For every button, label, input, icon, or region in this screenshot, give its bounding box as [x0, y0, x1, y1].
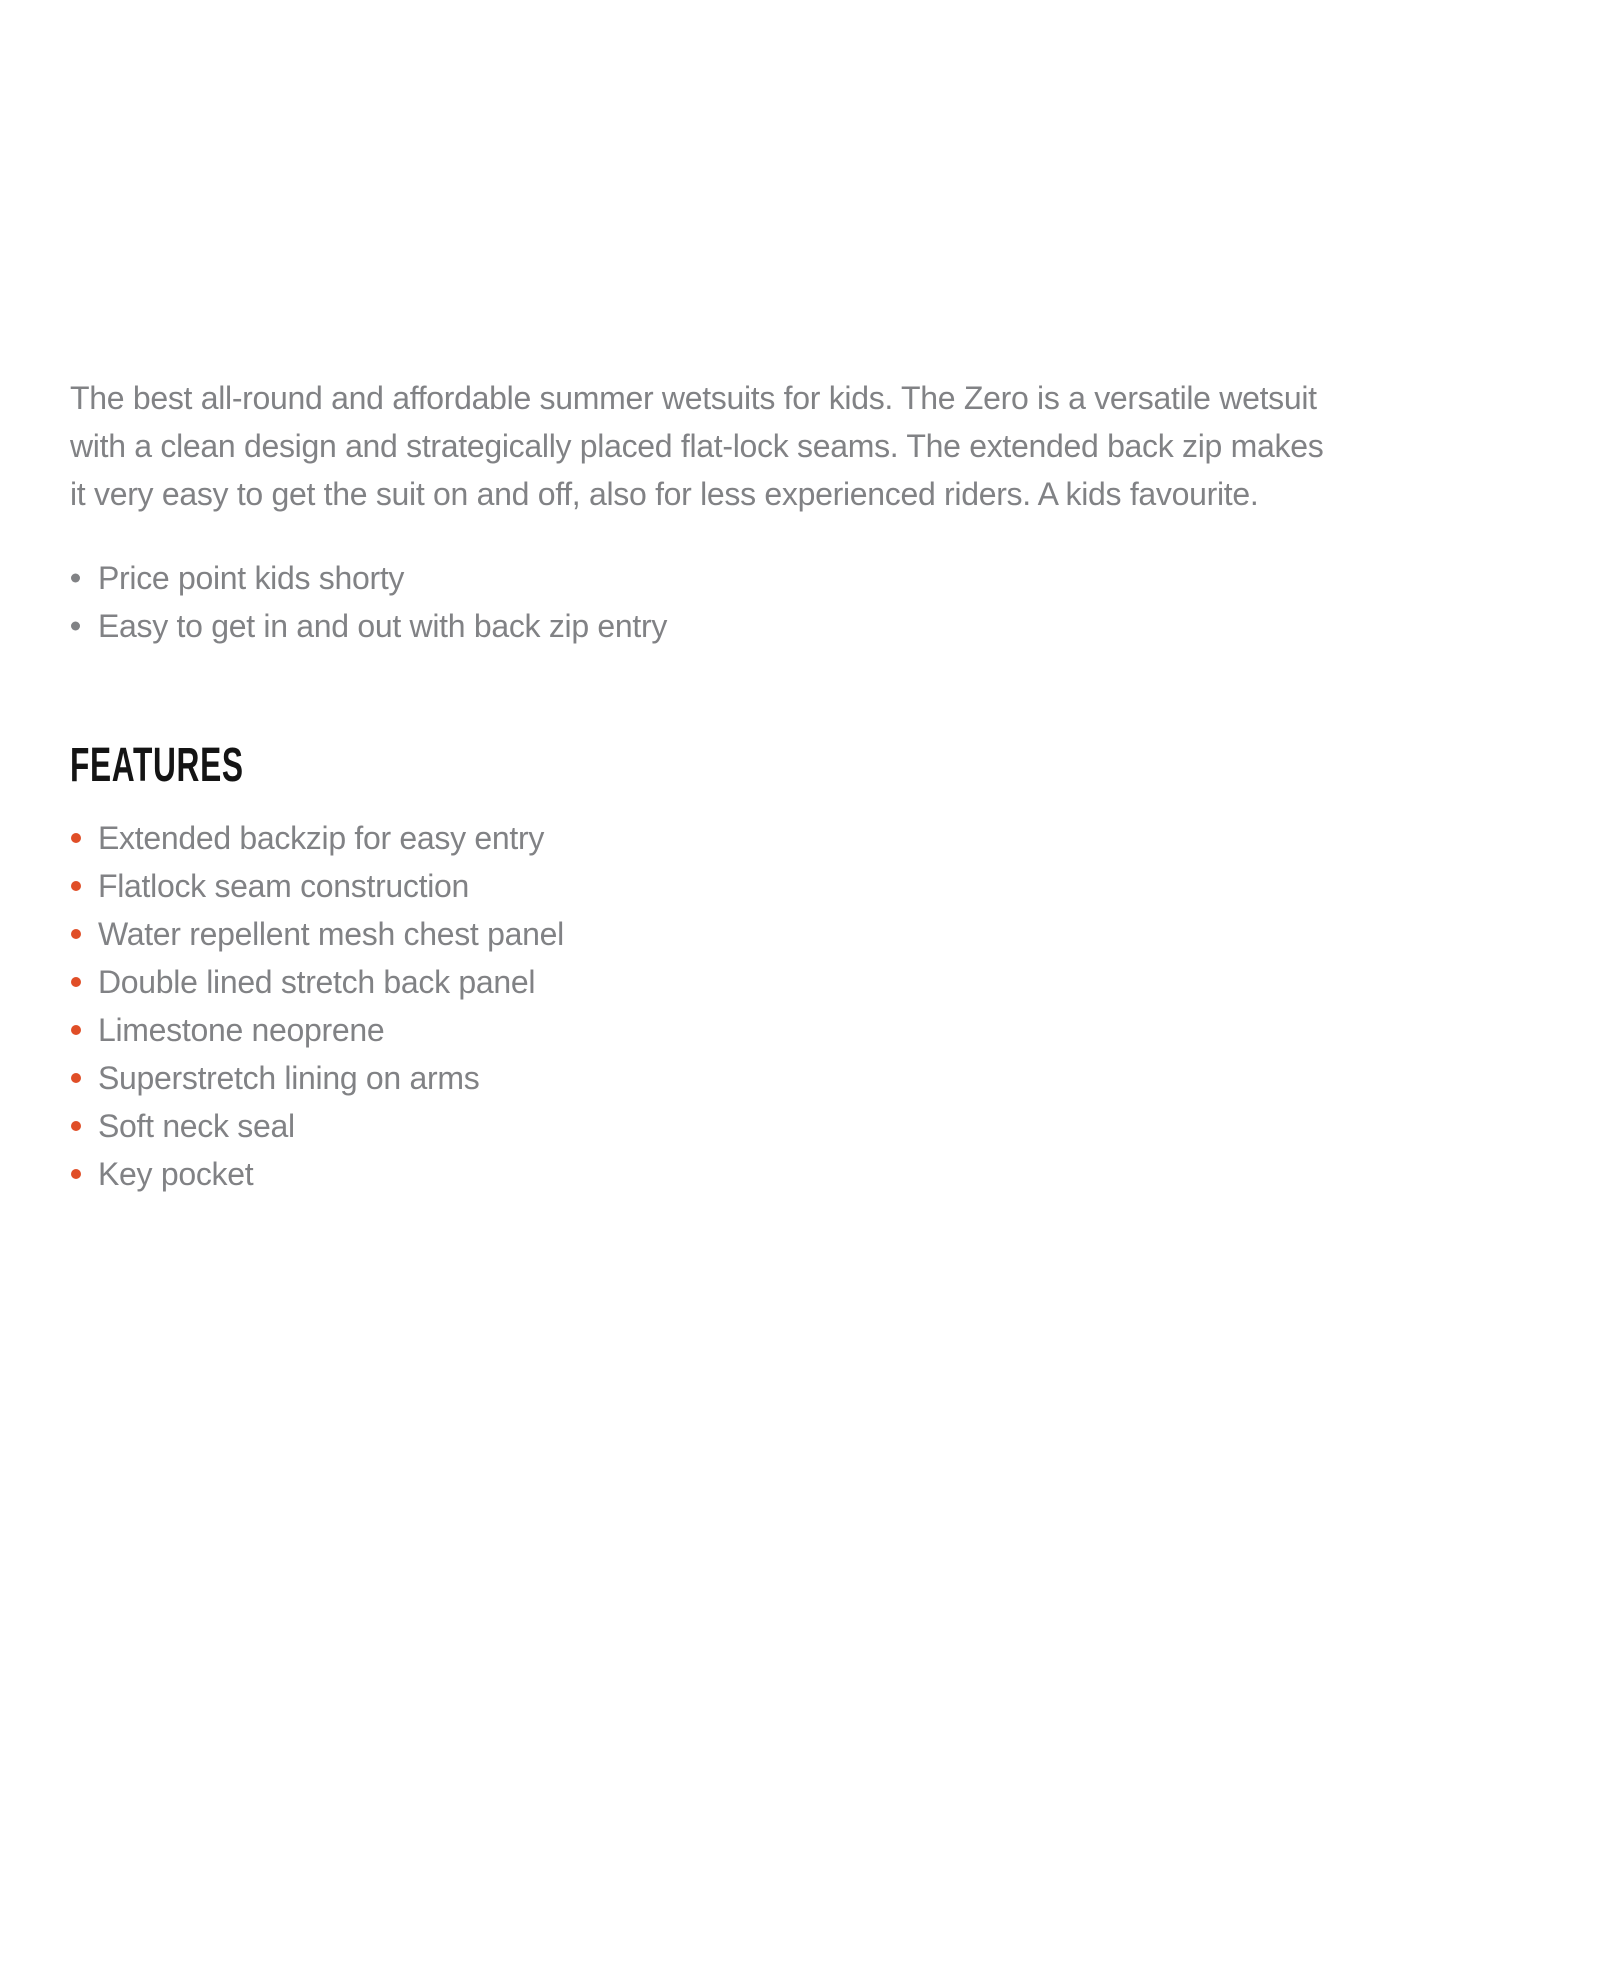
feature-list-item: Soft neck seal	[70, 1102, 1530, 1150]
product-intro-paragraph	[70, 374, 1530, 518]
feature-list-item: Key pocket	[70, 1150, 1530, 1198]
features-heading-text: FEATURES	[70, 739, 244, 792]
overview-list-item: Price point kids shorty	[70, 554, 1530, 602]
intro-paragraph-line: it very easy to get the suit on and off, also for less experienced riders. A kids favourite.	[70, 476, 1259, 512]
feature-list-item: Extended backzip for easy entry	[70, 814, 1530, 862]
overview-list-item: Easy to get in and out with back zip entry	[70, 602, 1530, 650]
feature-list-item: Double lined stretch back panel	[70, 958, 1530, 1006]
overview-bullet-list	[70, 554, 1530, 650]
intro-paragraph-line: with a clean design and strategically placed flat-lock seams. The extended back zip makes	[70, 428, 1324, 464]
features-heading	[70, 738, 1530, 802]
features-bullet-list	[70, 814, 1530, 1198]
feature-list-item: Limestone neoprene	[70, 1006, 1530, 1054]
product-description-section	[0, 374, 1600, 1198]
feature-list-item: Superstretch lining on arms	[70, 1054, 1530, 1102]
product-description-page	[0, 374, 1600, 1198]
feature-list-item: Flatlock seam construction	[70, 862, 1530, 910]
intro-paragraph-line: The best all-round and affordable summer wetsuits for kids. The Zero is a versatile wetsuit	[70, 380, 1317, 416]
feature-list-item: Water repellent mesh chest panel	[70, 910, 1530, 958]
